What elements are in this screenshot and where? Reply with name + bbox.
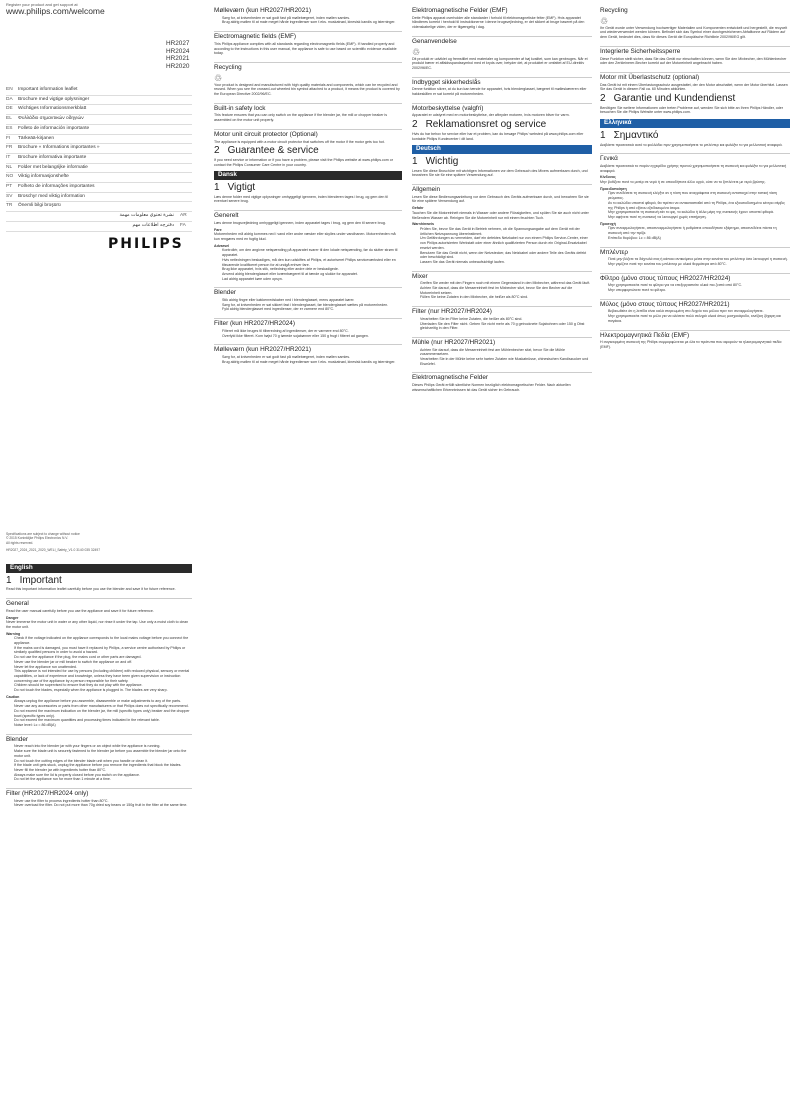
rek-text: Hvis du har behov for service eller har et problem, kan du besøge Philips' websted på www.philips.com eller kontakte Philips Kundecenter i dit land. <box>412 131 584 141</box>
list-item: • Achten Sie darauf, dass die Messereinheit fest im Mixbecher sitzt, bevor Sie den Becher auf die Motoreinheit setzen. <box>420 286 592 295</box>
mixer-list <box>412 281 592 300</box>
section-title: Guarantee & service <box>227 145 319 157</box>
blender-list-da <box>214 298 402 312</box>
general-text: Read the user manual carefully before you use the appliance and save it for future reference. <box>6 608 154 613</box>
register-text: Register your product and get support at <box>6 2 78 7</box>
mixer-heading: Mixer <box>412 271 592 280</box>
list-item: • Επίπεδο θορύβου: Lc = 86 dB(A) <box>608 236 790 241</box>
list-item: • Benutzen Sie das Gerät nicht, wenn der Netzstecker, das Netzkabel oder andere Teile des Geräts defekt oder beschädigt sind. <box>420 251 592 260</box>
list-item: • Πριν συναρμολογήσετε, αποσυναρμολογήσετε ή ρυθμίσετε οποιοδήποτε εξάρτημα, αποσυνδέετε πάντα τη συσκευή από την πρίζα. <box>608 226 790 235</box>
simantiko-text: Διαβάστε προσεκτικά αυτό το φυλλάδιο πριν χρησιμοποιήσετε το μπλέντερ και φυλάξτε το για μελλοντική αναφορά. <box>600 142 783 147</box>
language-row <box>6 183 192 193</box>
vigtigt-text: Læs denne folder med vigtige oplysninger omhyggeligt igennem, inden blenderen tages i brug, og gem den til eventuel senere brug. <box>214 194 389 204</box>
list-item: • Never overload the filter. Do not put more than 70g dried soy beans or 150g fruit in the filter at the same time. <box>14 803 192 808</box>
warn-label: Warnhinweis <box>412 222 435 227</box>
language-row <box>6 202 192 212</box>
language-code: ES <box>6 125 13 131</box>
language-title: Folder met belangrijke informatie <box>18 164 88 170</box>
mill-heading-da: Mølleværn (kun HR2027/HR2021) <box>214 344 402 353</box>
section-number: 1 <box>214 182 220 194</box>
recycling-text: Your product is designed and manufactured with high quality materials and components, which can be recycled and reused. When you see the crossed-out wheeled bin symbol attached to a product, it means the product is covered by the European Directive 2002/96/EC. <box>214 82 400 97</box>
mplender-list <box>600 257 790 266</box>
list-item: • Kontrollér, om den angivne netspænding på apparatet svarer til den lokale netspænding, før du slutter strøm til apparatet. <box>222 248 402 257</box>
section-number: 1 <box>6 574 12 586</box>
language-code: FI <box>6 135 11 141</box>
list-item: • Lassen Sie das Gerät niemals unbeaufsichtigt laufen. <box>420 260 592 265</box>
section-title: Reklamationsret og service <box>425 119 547 131</box>
language-code: AR <box>180 213 187 219</box>
integ-heading: Integrierte Sicherheitssperre <box>600 46 790 55</box>
warning-label: Warning <box>6 631 21 636</box>
list-item: • Children should be supervised to ensure that they do not play with the appliance. <box>14 683 192 688</box>
list-item: • Do not exceed the maximum indication on the blender jar, the mill (specific types only) beaker and the chopper bowl (specific types only). <box>14 709 192 718</box>
gefahr-text: Tauchen Sie die Motoreinheit niemals in Wasser oder andere Flüssigkeiten, und spülen Sie sie auch nicht unter fließendem Wasser ab. Reinigen Sie die Motoreinheit nur mit einem feuchten Tuch. <box>412 210 589 220</box>
geniki-text: Διαβάστε προσεκτικά το παρόν εγχειρίδιο χρήσης προτού χρησιμοποιήσετε τη συσκευή και φυλάξτε το για μελλοντική αναφορά. <box>600 163 787 173</box>
cutout-text: The appliance is equipped with a motor circuit protector that switches off the motor if the motor gets too hot. <box>214 139 385 144</box>
emf2-heading: Elektromagnetische Felder <box>412 372 592 381</box>
support-url[interactable]: www.philips.com/welcome <box>6 5 105 16</box>
warn-list <box>412 227 592 265</box>
recycling-text-de: Ihr Gerät wurde unter Verwendung hochwertiger Materialien und Komponenten entwickelt und hergestellt, die recycelt und wiederverwendet werden können. Befindet sich das Symbol einer durchgestrichenen Abfalltonne auf Rädern auf dem Gerät, bedeutet dies, dass für dieses Gerät die Europäische Richtlinie 2002/96/EG gilt. <box>600 25 788 40</box>
gefahr-label: Gefahr <box>412 206 424 211</box>
proeid-label: Προειδοποίηση <box>600 186 627 191</box>
language-row <box>6 135 192 145</box>
guarantee-text: If you need service or information or if you have a problem, please visit the Philips website at www.philips.com or contact the Philips Consumer Care Centre in your country. <box>214 157 393 167</box>
list-item: • Μην χρησιμοποιείτε ποτέ το μύλο για να αλέσετε πολύ σκληρά υλικά όπως μοσχοκάρυδο, κινέζικη ζάχαρη και παγάκια. <box>608 314 790 323</box>
list-item: • Never fill the blender jar with ingredients hotter than 80°C. <box>14 768 192 773</box>
motor-text: Apparatet er udstyret med en motorbeskyttelse, der afbryder motoren, hvis motoren bliver for varm. <box>412 113 570 118</box>
list-item: • Never use the filter to process ingredients hotter than 80°C. <box>14 799 192 804</box>
list-item: • Μην χρησιμοποιείτε τη συσκευή εάν το φις, το καλώδιο ή άλλα μέρη της συσκευής έχουν υποστεί φθορά. <box>608 210 790 215</box>
caution-label: Caution <box>6 694 20 699</box>
list-item: • Πριν συνδέσετε τη συσκευή ελέγξτε αν η τάση που αναγράφεται στη συσκευή αντιστοιχεί στην τοπική τάση ρεύματος. <box>608 191 790 200</box>
list-item: • Always make sure the lid is properly closed before you switch on the appliance. <box>14 773 192 778</box>
mplender-heading: Μπλέντερ <box>600 247 790 256</box>
list-item: • Brug aldrig møllen til at male meget hårde ingredienser som f.eks. muskatnød, kinesisk kandis og isterninger. <box>222 20 402 25</box>
emf2-text: Dieses Philips Gerät erfüllt sämtliche Normen bezüglich elektromagnetischer Felder. Nach aktuellen wissenschaftlichen Erkenntnissen ist das Gerät sicher im Gebrauch. <box>412 383 571 392</box>
language-title: دفترچه اطلاعات مهم <box>132 222 174 228</box>
list-item: • Um Gefährdungen zu vermeiden, darf ein defektes Netzkabel nur von einem Philips Service-Center, einer von Philips autorisierten Werkstatt oder einer ähnlich qualifizierten Person durch ein Original-Ersatzkabel ersetzt werden. <box>420 236 592 250</box>
genanv-heading: Genanvendelse <box>412 36 592 45</box>
list-item: • Never use any accessories or parts from other manufacturers or that Philips does not specifically recommend. <box>14 704 192 709</box>
list-item: • Greifen Sie weder mit den Fingern noch mit einem Gegenstand in den Mixbecher, während das Gerät läuft. <box>420 281 592 286</box>
section-title: Garantie und Kundendienst <box>613 93 736 105</box>
wichtig-text: Lesen Sie diese Broschüre mit wichtigen Informationen vor dem Gebrauch des Mixers aufmerksam durch, und bewahren Sie sie für eine spätere Verwendung auf. <box>412 168 588 178</box>
blender-heading-da: Blender <box>214 287 402 296</box>
fare-text: Motorenheden må aldrig kommes ned i vand eller andre væsker eller skylles under vandhanen. Motorenheden må kun rengøres med en fugtig klud. <box>214 232 396 241</box>
kindynos-label: Κίνδυνος <box>600 175 616 180</box>
list-item: • Überladen Sie den Filter nicht. Geben Sie nicht mehr als 70 g getrocknete Sojabohnen oder 150 g Obst gleichzeitig in den Filter. <box>420 322 592 331</box>
integ-text: Diese Funktion stellt sicher, dass Sie das Gerät nur einschalten können, wenn Sie den Mixbecher, den Mühlenbecher oder den Zerkleinerer-Becher korrekt auf der Motoreinheit angebracht haben. <box>600 56 787 66</box>
language-title: Brochure informativa importante <box>18 154 87 160</box>
section-number: 1 <box>600 129 606 141</box>
model-number: HR2024 <box>166 47 190 55</box>
section-heading <box>6 574 192 586</box>
filter-list <box>6 799 192 808</box>
language-band-dansk: Dansk <box>214 171 402 180</box>
recycle-bin-icon: ♲ <box>600 15 609 26</box>
section-number: 2 <box>600 93 606 105</box>
list-item: • Noise level: Lc = 86 dB(A) <box>14 723 192 728</box>
list-item: • Overfyld ikke filteret. Kom højst 70 g tørrede sojabønner eller 150 g frugt i filteret ad gangen. <box>222 334 402 339</box>
list-item: • Βεβαιωθείτε ότι η λεπίδα είναι καλά στερεωμένη στο δοχείο του μύλου πριν τον συναρμολογήσετε. <box>608 309 790 314</box>
language-title: Tärkeää-kirjanen <box>18 135 54 141</box>
model-number: HR2021 <box>166 55 190 63</box>
kindynos-text: Μην βυθίζετε ποτέ το μοτέρ σε νερό ή σε οποιοδήποτε άλλο υγρό, ούτε να το ξεπλένετε με νερό βρύσης. <box>600 180 766 185</box>
list-item: • Μην αφήνετε ποτέ τη συσκευή να λειτουργεί χωρίς επιτήρηση. <box>608 215 790 220</box>
uberlast-heading: Motor mit Überlastschutz (optional) <box>600 72 790 81</box>
list-item: • Do not use the appliance if the plug, the mains cord or other parts are damaged. <box>14 655 192 660</box>
column-2 <box>214 0 402 1114</box>
model-number: HR2027 <box>166 40 190 47</box>
list-item: • If the blade unit gets stuck, unplug the appliance before you remove the ingredients that block the blades. <box>14 763 192 768</box>
emf-text-da: Dette Philips apparat overholder alle standarder i forhold til elektromagnetiske felter (EMF). Hvis apparatet håndteres korrekt i henhold til instruktionerne i denne brugsvejledning, er det sikkert at bruge baseret på den videnskabelige viden, der er tilgængelig i dag. <box>412 15 585 30</box>
list-item: • Check if the voltage indicated on the appliance corresponds to the local mains voltage before you connect the appliance. <box>14 636 192 645</box>
muhle-heading: Mühle (nur HR2027/HR2021) <box>412 337 592 346</box>
document-code: HR2027_2024_2021_2020_WELI_Safety_V1.0 3140 035 32497 <box>6 548 101 553</box>
language-code: NL <box>6 164 13 170</box>
safety-heading: Built-in safety lock <box>214 103 402 112</box>
language-code: NO <box>6 174 14 180</box>
safety-text: This feature ensures that you can only switch on the appliance if the blender jar, the mill or chopper beaker is assembled on the motor unit properly. <box>214 113 387 123</box>
language-title: نشرة تحتوي معلومات مهمة <box>119 213 174 219</box>
advarsel-list <box>214 248 402 281</box>
list-item: • Do not exceed the maximum quantities and processing times indicated in the relevant table. <box>14 718 192 723</box>
language-row <box>6 105 192 115</box>
motor-heading: Motorbeskyttelse (valgfri) <box>412 103 592 112</box>
language-row <box>6 115 192 125</box>
cutout-heading: Motor unit circuit protector (Optional) <box>214 129 402 138</box>
language-code: DE <box>6 106 13 112</box>
list-item: • Brug ikke apparatet, hvis stik, netledning eller andre dele er beskadigede. <box>222 267 402 272</box>
garantie-heading <box>600 93 790 105</box>
general-heading: General <box>6 598 192 607</box>
list-item: • Never use the blender jar or mill beaker to switch the appliance on and off. <box>14 660 192 665</box>
emf-heading-el: Ηλεκτρομαγνητικά Πεδία (EMF) <box>600 330 790 339</box>
warning-list <box>6 636 192 692</box>
language-title: Önemli bilgi broşürü <box>18 203 61 209</box>
mill-list-da <box>214 355 402 364</box>
emf-heading-da: Elektromagnetische Felder (EMF) <box>412 7 508 14</box>
language-band-deutsch: Deutsch <box>412 145 592 154</box>
rek-heading <box>412 119 592 131</box>
filter-heading: Filter (HR2027/HR2024 only) <box>6 788 192 797</box>
language-row <box>6 144 192 154</box>
allg-heading: Allgemein <box>412 184 592 193</box>
language-row <box>6 125 192 135</box>
language-row <box>6 86 192 96</box>
guarantee-heading <box>214 145 402 157</box>
language-title: Important information leaflet <box>18 87 78 92</box>
language-band-greek: Ελληνικά <box>600 119 790 128</box>
rights: All rights reserved. <box>6 540 34 545</box>
mylos-list <box>600 309 790 323</box>
list-item: • Do not touch the cutting edges of the blender blade unit when you handle or clean it. <box>14 759 192 764</box>
proeid-list <box>600 191 790 219</box>
danger-text: Never immerse the motor unit in water or any other liquid, nor rinse it under the tap. Use only a moist cloth to clean the motor unit. <box>6 620 189 629</box>
section-number: 2 <box>214 145 220 157</box>
filter-list-de <box>412 317 592 331</box>
caution-list <box>6 699 192 727</box>
section-title: Vigtigt <box>227 182 256 194</box>
recycle-bin-icon: ♲ <box>412 46 421 57</box>
filter-heading-de: Filter (nur HR2027/HR2024) <box>412 306 592 315</box>
section-number: 1 <box>412 155 418 167</box>
model-list <box>166 40 189 70</box>
geniki-heading: Γενικά <box>600 153 790 162</box>
list-item: • Brug aldrig møllen til at male meget hårde ingredienser som f.eks. muskatnød, kinesisk kandis og isterninger. <box>222 360 402 365</box>
list-item: • Μην χρησιμοποιείτε ποτέ το φίλτρο για να επεξεργαστείτε υλικά πιο ζεστά από 80°C. <box>608 283 790 288</box>
fare-label: Fare <box>214 227 222 232</box>
language-title: Folheto de informações importantes <box>18 184 95 190</box>
muhle-list <box>412 348 592 367</box>
filter-heading-da: Filter (kun HR2027/HR2024) <box>214 318 402 327</box>
genanv-text: Dit produkt er udviklet og fremstillet med materialer og komponenter af høj kvalitet, som kan genbruges. Når et produkt bærer et affaldsspandssymbol med et kryds over, betyder det, at produktet er omfattet af EU-direktiv 2002/96/EC. <box>412 56 588 70</box>
list-item: • Never let the appliance run unattended. <box>14 665 192 670</box>
column-4 <box>600 0 790 1114</box>
list-item: • Prüfen Sie, bevor Sie das Gerät in Betrieb nehmen, ob die Spannungsangabe auf dem Gerät mit der örtlichen Netzspannung übereinstimmt. <box>420 227 592 236</box>
recycle-bin-icon: ♲ <box>214 72 223 83</box>
generelt-text: Læs denne brugsvejledning omhyggeligt igennem, inden apparatet tages i brug, og gem den til senere brug. <box>214 220 386 225</box>
language-title: Brochure « Informations importantes » <box>18 145 100 151</box>
language-code: FA <box>180 222 186 228</box>
list-item: • Verarbeiten Sie in der Mühle keine sehr harten Zutaten wie Muskatnüsse, chinesischen Kandiszucker und Eiswürfel. <box>420 357 592 366</box>
simantiko-heading <box>600 129 790 141</box>
language-code: FR <box>6 145 13 151</box>
danger-label: Danger <box>6 615 19 620</box>
language-title: Brochure med vigtige oplysninger <box>18 96 90 102</box>
language-band-english: English <box>6 564 192 573</box>
filtro-list <box>600 283 790 292</box>
section-title: Important <box>19 574 62 586</box>
list-item: • Anvend aldrig blenderglasset eller kværnbægeret til at tænde og slukke for apparatet. <box>222 272 402 277</box>
language-row <box>6 193 192 203</box>
language-code: EN <box>6 87 13 92</box>
generelt-heading: Generelt <box>214 210 402 219</box>
language-title: Folleto de información importante <box>18 125 90 131</box>
allg-text: Lesen Sie diese Bedienungsanleitung vor dem Gebrauch des Geräts aufmerksam durch, und bewahren Sie sie für eine spätere Verwendung auf. <box>412 194 589 204</box>
emf-text-el: Η συγκεκριμένη συσκευή της Philips συμμορφώνεται με όλα τα πρότυπα που αφορούν τα ηλεκτρομαγνητικά πεδία (EMF). <box>600 340 782 349</box>
sik-text: Denne funktion sikrer, at du kun kan tænde for apparatet, hvis blenderglasset, bægeret til mølleskæreren eller hakkeskålen er sat korrekt på motorenheden. <box>412 87 587 97</box>
language-row <box>6 154 192 164</box>
list-item: • Füllen Sie keine Zutaten in den Mixbecher, die heißer als 80°C sind. <box>420 295 592 300</box>
mill-heading: Mølleværn (kun HR2027/HR2021) <box>214 7 311 14</box>
advarsel-label: Advarsel <box>214 243 230 248</box>
language-title: Broschyr med viktig information <box>18 193 85 199</box>
blender-heading: Blender <box>6 734 192 743</box>
language-title: Wichtiges Informationsmerkblatt <box>18 106 87 112</box>
language-index <box>6 86 192 232</box>
language-code: IT <box>6 154 11 160</box>
english-section <box>6 560 192 1114</box>
blender-list <box>6 744 192 782</box>
list-item: • Achten Sie darauf, dass die Messereinheit fest am Mühlenbecher sitzt, bevor Sie die Mühle zusammensetzen. <box>420 348 592 357</box>
prosochi-list <box>600 226 790 240</box>
mylos-heading: Μύλος (μόνο στους τύπους HR2027/HR2021) <box>600 299 790 308</box>
column-3 <box>412 0 592 1114</box>
section-title: Σημαντικό <box>613 129 659 141</box>
list-item: • Sørg for, at knivenheden er sat sikkert fast i blenderglasset, før blenderglasset sættes på motorenheden. <box>222 303 402 308</box>
list-item: • Fyld aldrig blenderglasset med ingredienser, der er varmere end 80°C. <box>222 307 402 312</box>
language-title: Φυλλάδιο σημαντικών οδηγιών <box>18 116 84 122</box>
list-item: • Always unplug the appliance before you assemble, disassemble or make adjustments to any of the parts. <box>14 699 192 704</box>
vigtigt-heading <box>214 182 402 194</box>
list-item: • If the mains cord is damaged, you must have it replaced by Philips, a service centre authorised by Philips or similarly qualified persons in order to avoid a hazard. <box>14 646 192 655</box>
language-code: TR <box>6 203 13 209</box>
language-title: Viktig informasjonshefte <box>18 174 69 180</box>
wichtig-heading <box>412 155 592 167</box>
section-number: 2 <box>412 119 418 131</box>
list-item: • Hvis netledningen beskadiges, må den kun udskiftes af Philips, et autoriseret Philips serviceværksted eller en tilsvarende kvalificeret person for at undgå enhver fare. <box>222 258 402 267</box>
language-row <box>6 222 192 232</box>
language-row <box>6 173 192 183</box>
language-code: DA <box>6 96 13 102</box>
list-item: • Verarbeiten Sie im Filter keine Zutaten, die heißer als 80°C sind. <box>420 317 592 322</box>
list-item: • Lad aldrig apparatet køre uden opsyn. <box>222 277 402 282</box>
emf-text: This Philips appliance complies with all standards regarding electromagnetic fields (EMF). If handled properly and according to the instructions in this user manual, the appliance is safe to use based on scientific evidence available today. <box>214 41 397 56</box>
filtro-heading: Φίλτρο (μόνο στους τύπους HR2027/HR2024) <box>600 273 790 282</box>
list-item: • This appliance is not intended for use by persons (including children) with reduced physical, sensory or mental capabilities, or lack of experience and knowledge, unless they have been given supervision or instruction concerning use of the appliance by a person responsible for their safety. <box>14 669 192 683</box>
language-row <box>6 212 192 222</box>
fine-print <box>6 532 192 553</box>
list-item: • Do not let the appliance run for more than 1 minute at a time. <box>14 777 192 782</box>
model-number: HR2020 <box>166 62 190 70</box>
list-item: • Sørg for, at knivenheden er sat godt fast på møllebægeret, inden møllen samles. <box>222 16 402 21</box>
section-title: Wichtig <box>425 155 459 167</box>
list-item: • Never reach into the blender jar with your fingers or an object while the appliance is running. <box>14 744 192 749</box>
language-code: SV <box>6 193 13 199</box>
philips-logo: PHILIPS <box>108 236 184 252</box>
prosochi-label: Προσοχή <box>600 221 616 226</box>
list-item: • Ποτέ μην βάζετε τα δάχτυλά σας ή κάποιο αντικείμενο μέσα στην κανάτα του μπλέντερ όσο λειτουργεί η συσκευή. <box>608 257 790 262</box>
language-code: PT <box>6 184 13 190</box>
language-row <box>6 96 192 106</box>
list-item: • Make sure the blade unit is securely fastened to the blender jar before you assemble the blender jar onto the motor unit. <box>14 749 192 758</box>
spec-notice: Specifications are subject to change without notice <box>6 532 80 536</box>
list-item: • Sørg for, at knivenheden er sat godt fast på møllebægeret, inden møllen samles. <box>222 355 402 360</box>
intro-text: Read this important information leaflet carefully before you use the blender and save it for future reference. <box>6 587 176 592</box>
recycling-heading: Recycling <box>214 62 402 71</box>
list-item: • Μην υπερφορτώνετε ποτέ το φίλτρο. <box>608 288 790 293</box>
language-code: EL <box>6 116 12 122</box>
list-item: • Stik aldrig fingre eller køkkenredskaber ned i blenderglasset, mens apparatet kører. <box>222 298 402 303</box>
copyright: © 2015 Koninklijke Philips Electronics N.V. <box>6 536 69 541</box>
mill-list <box>214 16 402 25</box>
list-item: • Αν το καλώδιο υποστεί φθορά, θα πρέπει να αντικατασταθεί από τη Philips, ένα εξουσιοδοτημένο κέντρο σέρβις της Philips ή από εξίσου εξειδικευμένα άτομα. <box>608 201 790 210</box>
garantie-text: Benötigen Sie weitere Informationen oder treten Probleme auf, wenden Sie sich bitte an Ihren Philips Händler, oder besuchen Sie die Philips Website unter www.philips.com. <box>600 105 783 115</box>
recycling-heading-de: Recycling <box>600 7 628 14</box>
language-row <box>6 164 192 174</box>
uberlast-text: Das Gerät ist mit einem Überlastungsschutz ausgestattet, der den Motor abschaltet, wenn der Motor überhitzt. Lassen Sie das Gerät in diesem Fall ca. 60 Minuten abkühlen. <box>600 82 788 92</box>
list-item: • Filteret må ikke bruges til tilberedning af ingredienser, der er varmere end 80°C. <box>222 329 402 334</box>
list-item: • Μην γεμίζετε ποτέ την κανάτα του μπλέντερ με υλικά θερμότερα από 80°C. <box>608 262 790 267</box>
list-item: • Do not touch the blades, especially when the appliance is plugged in. The blades are very sharp. <box>14 688 192 693</box>
emf-heading: Electromagnetic fields (EMF) <box>214 31 402 40</box>
sik-heading: Indbygget sikkerhedslås <box>412 77 592 86</box>
filter-list-da <box>214 329 402 338</box>
